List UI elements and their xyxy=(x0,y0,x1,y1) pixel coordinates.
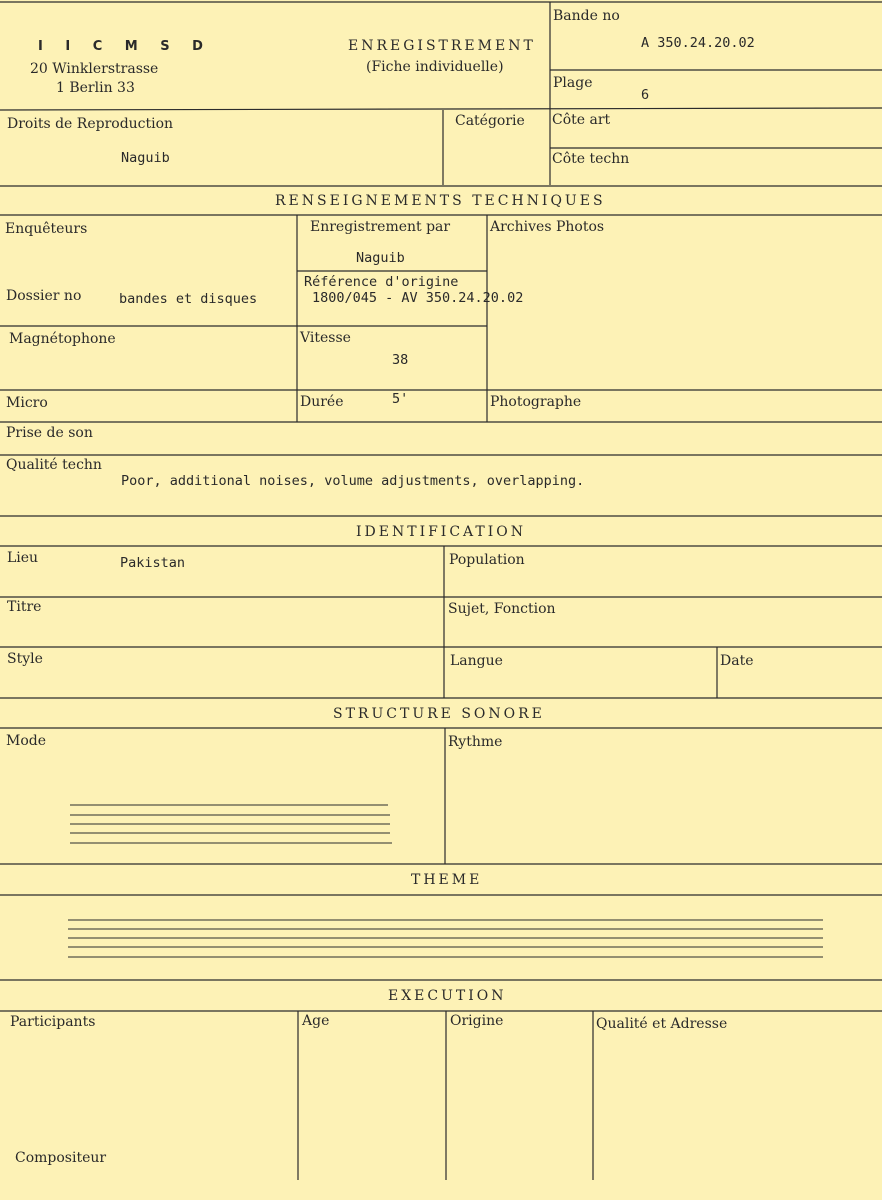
categorie-label: Catégorie xyxy=(455,113,525,129)
cote-techn-label: Côte techn xyxy=(552,151,630,167)
enregistrement-par-value: Naguib xyxy=(356,250,405,266)
style-label: Style xyxy=(7,651,43,667)
lieu-value: Pakistan xyxy=(120,555,186,571)
organization-city: 1 Berlin 33 xyxy=(56,80,135,96)
vitesse-value: 38 xyxy=(392,352,409,368)
section-title-identification: IDENTIFICATION xyxy=(356,524,526,540)
qualite-techn-value: Poor, additional noises, volume adjustments, overlapping. xyxy=(121,473,585,489)
prise-de-son-label: Prise de son xyxy=(6,425,93,441)
archives-photos-label: Archives Photos xyxy=(490,219,605,235)
cote-art-label: Côte art xyxy=(552,112,611,128)
section-title-structure: STRUCTURE SONORE xyxy=(333,706,545,722)
lieu-label: Lieu xyxy=(7,550,39,566)
section-title-execution: EXECUTION xyxy=(388,988,507,1004)
organization-street: 20 Winklerstrasse xyxy=(30,61,159,77)
date-label: Date xyxy=(720,653,754,669)
origine-label: Origine xyxy=(450,1013,504,1029)
enqueteurs-label: Enquêteurs xyxy=(5,221,88,237)
duree-label: Durée xyxy=(300,394,344,410)
population-label: Population xyxy=(449,552,525,568)
qualite-adresse-label: Qualité et Adresse xyxy=(596,1016,728,1032)
duree-value: 5' xyxy=(392,391,409,407)
organization-name: I I C M S D xyxy=(38,39,212,54)
plage-value: 6 xyxy=(641,87,650,103)
photographe-label: Photographe xyxy=(490,394,582,410)
vitesse-label: Vitesse xyxy=(300,330,351,346)
section-title-technique: RENSEIGNEMENTS TECHNIQUES xyxy=(275,193,606,209)
droits-label: Droits de Reproduction xyxy=(7,116,174,132)
rythme-label: Rythme xyxy=(448,734,503,750)
form-title: ENREGISTREMENT xyxy=(348,38,536,54)
form-subtitle: (Fiche individuelle) xyxy=(366,59,504,75)
sujet-fonction-label: Sujet, Fonction xyxy=(448,601,556,617)
micro-label: Micro xyxy=(6,395,48,411)
age-label: Age xyxy=(302,1013,330,1029)
compositeur-label: Compositeur xyxy=(15,1150,107,1166)
reference-value: 1800/045 - AV 350.24.20.02 xyxy=(312,290,524,306)
dossier-label: Dossier no xyxy=(6,288,82,304)
participants-label: Participants xyxy=(10,1014,96,1030)
section-title-theme: THEME xyxy=(411,872,483,888)
plage-label: Plage xyxy=(553,75,593,91)
qualite-techn-label: Qualité techn xyxy=(6,457,102,473)
droits-value: Naguib xyxy=(121,150,170,166)
bande-label: Bande no xyxy=(553,8,620,24)
mode-label: Mode xyxy=(6,733,47,749)
reference-label: Référence d'origine xyxy=(304,274,459,290)
bande-value: A 350.24.20.02 xyxy=(641,35,755,51)
magnetophone-label: Magnétophone xyxy=(9,331,116,347)
dossier-value: bandes et disques xyxy=(119,291,258,307)
enregistrement-par-label: Enregistrement par xyxy=(310,219,451,235)
langue-label: Langue xyxy=(450,653,503,669)
titre-label: Titre xyxy=(7,599,42,615)
